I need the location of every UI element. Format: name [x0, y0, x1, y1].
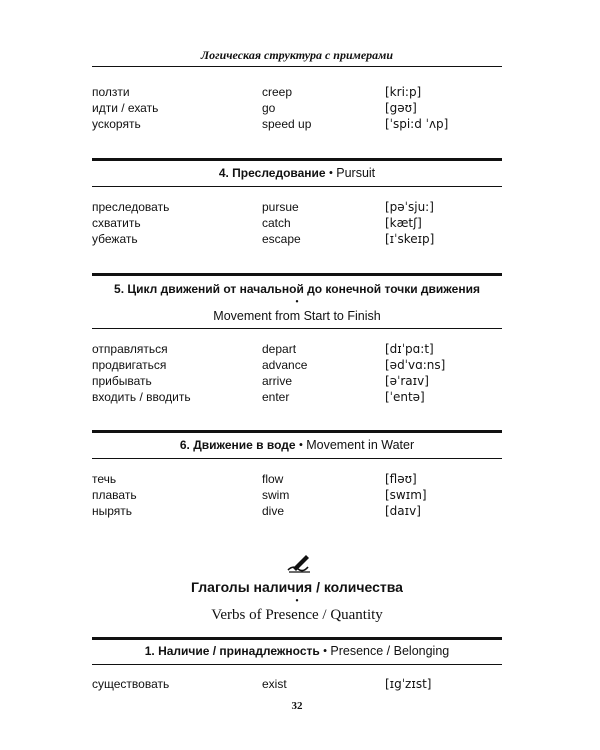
- english-word: advance: [262, 358, 308, 372]
- vocab-row: [92, 389, 502, 405]
- english-word: pursue: [262, 200, 299, 214]
- vocab-row: [92, 487, 502, 503]
- russian-word: входить / вводить: [92, 390, 191, 404]
- section-rule-bottom: [92, 186, 502, 187]
- vocab-row: [92, 231, 502, 247]
- transcription: [ˈentə]: [385, 390, 425, 404]
- english-word: creep: [262, 85, 293, 99]
- english-word: go: [262, 101, 276, 115]
- english-word: flow: [262, 472, 284, 486]
- section-title-en: Movement from Start to Finish: [213, 309, 381, 323]
- english-word: exist: [262, 677, 287, 691]
- russian-word: ползти: [92, 85, 130, 99]
- vocab-row: [92, 215, 502, 231]
- vocab-row: [92, 676, 502, 692]
- section-title-ru: 6. Движение в воде: [179, 438, 296, 452]
- transcription: [pəˈsju:]: [385, 200, 434, 214]
- header-rule: [92, 66, 502, 67]
- section-4-title: [92, 165, 502, 181]
- russian-word: течь: [92, 472, 117, 486]
- running-head: Логическая структура с примерами: [200, 48, 394, 62]
- transcription: [ɪˈskeɪp]: [385, 232, 435, 246]
- transcription: [ədˈvɑ:ns]: [385, 358, 446, 372]
- section-rule-bottom: [92, 458, 502, 459]
- transcription: [kri:p]: [385, 85, 422, 99]
- transcription: [dɪˈpɑ:t]: [385, 342, 434, 356]
- russian-word: существовать: [92, 677, 170, 691]
- russian-word: убежать: [92, 232, 138, 246]
- section-5-title-en: [92, 308, 502, 324]
- english-word: speed up: [262, 117, 312, 131]
- vocab-row: [92, 503, 502, 519]
- transcription: [daɪv]: [385, 504, 421, 518]
- russian-word: отправляться: [92, 342, 168, 356]
- bullet: •: [295, 297, 299, 308]
- russian-word: продвигаться: [92, 358, 167, 372]
- section-rule-top: [92, 158, 502, 161]
- vocab-row: [92, 357, 502, 373]
- english-word: depart: [262, 342, 297, 356]
- chapter-title-ru: Глаголы наличия / количества: [191, 579, 403, 595]
- section-title-en: Presence / Belonging: [330, 644, 450, 658]
- page-number: 32: [291, 700, 303, 712]
- section-title-en: Pursuit: [336, 166, 376, 180]
- vocab-row: [92, 373, 502, 389]
- bullet: •: [298, 438, 304, 452]
- bullet: •: [322, 644, 328, 658]
- section-rule-bottom: [92, 328, 502, 329]
- russian-word: плавать: [92, 488, 137, 502]
- section-6-title: [92, 437, 502, 453]
- russian-word: идти / ехать: [92, 101, 159, 115]
- vocab-row: [92, 100, 502, 116]
- russian-word: ускорять: [92, 117, 141, 131]
- vocab-row: [92, 471, 502, 487]
- section-rule-top: [92, 273, 502, 276]
- vocab-row: [92, 341, 502, 357]
- english-word: catch: [262, 216, 291, 230]
- russian-word: нырять: [92, 504, 133, 518]
- transcription: [ɪgˈzɪst]: [385, 677, 432, 691]
- vocab-row: [92, 199, 502, 215]
- section-title-ru: 5. Цикл движений от начальной до конечной точки движения: [114, 282, 480, 296]
- transcription: [əˈraɪv]: [385, 374, 429, 388]
- bullet: •: [328, 166, 334, 180]
- english-word: arrive: [262, 374, 293, 388]
- transcription: [ˈspi:d ˈʌp]: [385, 117, 449, 131]
- russian-word: преследовать: [92, 200, 170, 214]
- english-word: escape: [262, 232, 301, 246]
- transcription: [swɪm]: [385, 488, 427, 502]
- russian-word: прибывать: [92, 374, 152, 388]
- section-rule-bottom: [92, 664, 502, 665]
- section-title-ru: 4. Преследование: [218, 166, 326, 180]
- section-rule-top: [92, 637, 502, 640]
- transcription: [gəʊ]: [385, 101, 417, 115]
- pen-on-paper-icon: [286, 552, 312, 574]
- english-word: swim: [262, 488, 290, 502]
- section-rule-top: [92, 430, 502, 433]
- russian-word: схватить: [92, 216, 141, 230]
- english-word: enter: [262, 390, 290, 404]
- transcription: [fləʊ]: [385, 472, 417, 486]
- section-title-en: Movement in Water: [306, 438, 415, 452]
- transcription: [kætʃ]: [385, 216, 422, 230]
- section-1-title: [92, 643, 502, 659]
- section-title-ru: 1. Наличие / принадлежность: [144, 644, 320, 658]
- section-5-title-ru: [92, 281, 502, 297]
- vocab-row: [92, 84, 502, 100]
- bullet: •: [295, 596, 299, 607]
- english-word: dive: [262, 504, 285, 518]
- vocab-row: [92, 116, 502, 132]
- chapter-title-en: Verbs of Presence / Quantity: [211, 607, 383, 623]
